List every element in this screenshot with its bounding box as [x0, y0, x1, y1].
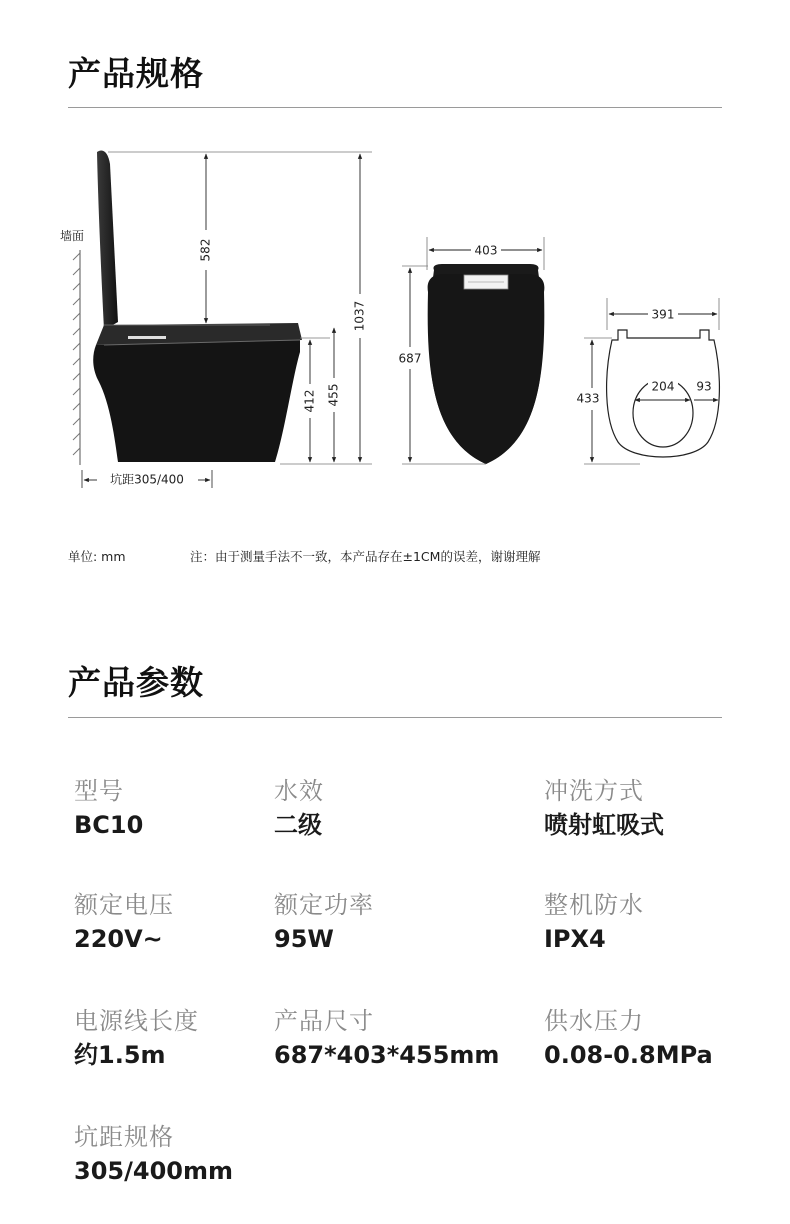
param-label: 产品尺寸: [274, 1007, 374, 1035]
dim-412: 412: [302, 389, 317, 413]
dim-1037: 1037: [352, 300, 367, 332]
param-value: 二级: [274, 811, 322, 839]
dim-403: 403: [474, 243, 498, 258]
param-label: 冲洗方式: [544, 777, 644, 805]
wall-label: 墙面: [60, 229, 85, 243]
dim-391: 391: [651, 307, 675, 322]
side-view: [60, 151, 372, 489]
param-pit-distance: [74, 1122, 233, 1186]
param-cord-length: [74, 1006, 199, 1070]
param-label: 水效: [274, 777, 324, 805]
param-value: 约1.5m: [74, 1041, 166, 1069]
param-water-efficiency: [274, 776, 324, 840]
param-rated-voltage: [74, 890, 174, 954]
param-value: 305/400mm: [74, 1157, 233, 1185]
param-value: 95W: [274, 925, 334, 953]
top-view: [397, 237, 544, 464]
param-label: 供水压力: [544, 1007, 644, 1035]
param-water-pressure: [544, 1006, 713, 1070]
param-label: 型号: [74, 777, 124, 805]
param-model: [74, 776, 143, 840]
param-value: 687*403*455mm: [274, 1041, 500, 1069]
param-label: 整机防水: [544, 891, 644, 919]
dim-582: 582: [198, 238, 213, 262]
param-rated-power: [274, 890, 374, 954]
specs-divider: [68, 107, 722, 108]
param-waterproof: [544, 890, 644, 954]
param-label: 电源线长度: [74, 1007, 199, 1035]
dimension-diagram: [0, 140, 790, 500]
dim-455: 455: [326, 383, 341, 407]
specs-title: 产品规格: [68, 54, 204, 93]
params-divider: [68, 717, 722, 718]
param-label: 额定功率: [274, 891, 374, 919]
param-label: 坑距规格: [74, 1123, 174, 1151]
disclaimer-note: 注：由于测量手法不一致，本产品存在±1CM的误差，谢谢理解: [190, 549, 541, 564]
unit-note: 单位: mm: [68, 549, 126, 564]
pit-distance-label: 坑距305/400: [110, 472, 184, 487]
dim-204: 204: [651, 379, 675, 394]
seat-view: [576, 298, 719, 464]
param-value: 220V~: [74, 925, 163, 953]
param-product-size: [274, 1006, 499, 1070]
param-value: IPX4: [544, 925, 606, 953]
param-value: BC10: [74, 811, 144, 839]
param-value: 0.08-0.8MPa: [544, 1041, 713, 1069]
param-flush-type: [544, 776, 664, 840]
dim-93: 93: [696, 379, 712, 394]
dim-687: 687: [398, 351, 422, 366]
param-value: 喷射虹吸式: [544, 811, 664, 839]
dim-433: 433: [576, 391, 600, 406]
params-title: 产品参数: [68, 663, 204, 702]
param-label: 额定电压: [74, 891, 174, 919]
